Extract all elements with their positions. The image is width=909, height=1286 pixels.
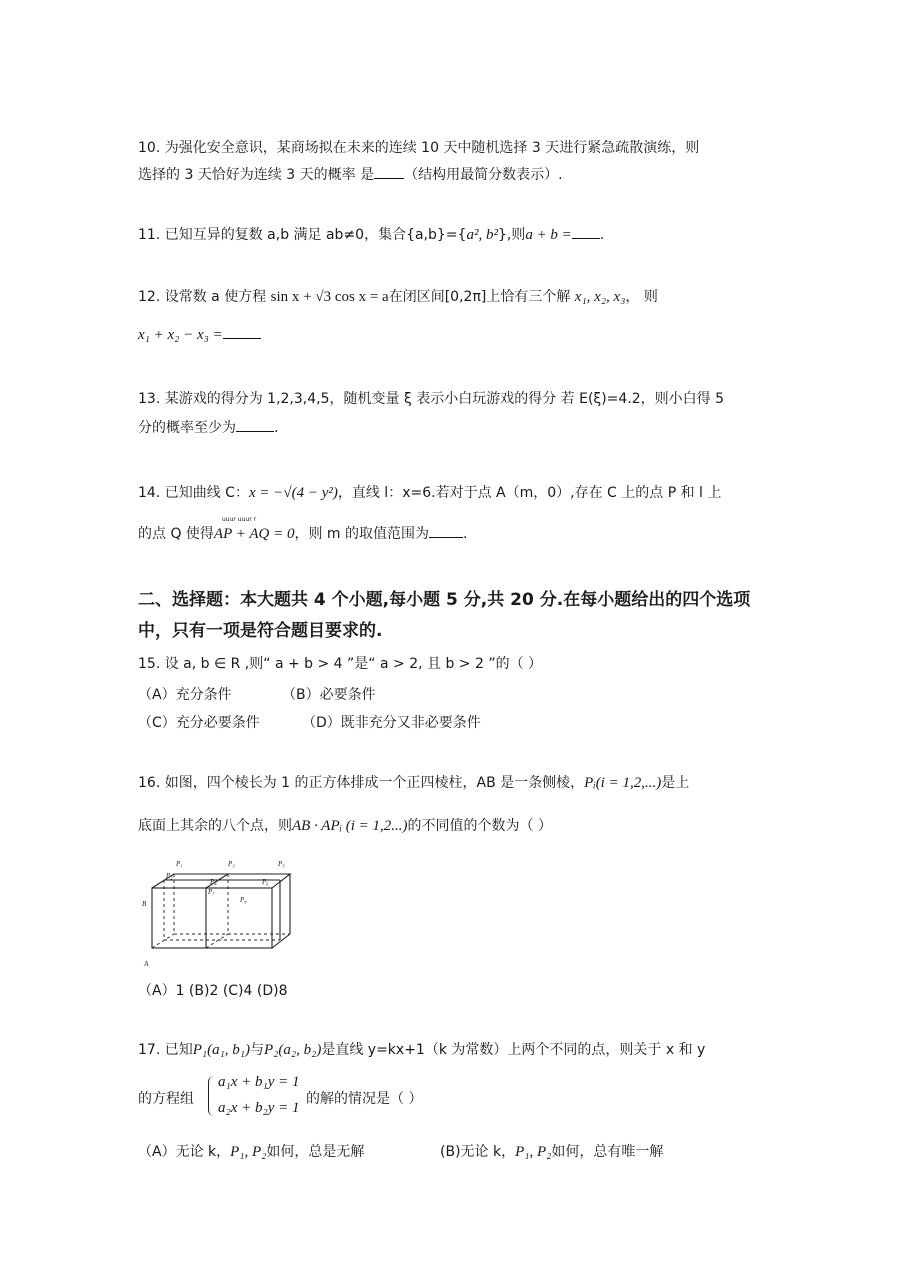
question-11: 11. 已知互异的复数 a,b 满足 ab≠0，集合{a,b}={a², b²},则a + b = . [138,227,605,243]
q10-text: 选择的 3 天恰好为连续 3 天的概率 是 [138,167,375,183]
equation-2: a₂x + b₂y = 1 [218,1100,300,1116]
hidden-edge [206,934,228,948]
q12-tail: ， 则 [625,289,658,305]
question-17-line-1 [138,1041,705,1059]
q12-equation: sin x + √3 cos x = a [270,289,389,305]
front-face [152,888,272,948]
q17-opt-b-points: P₁, P₂ [515,1144,552,1160]
q15-option-b: （B）必要条件 [282,687,376,703]
q17-mid: 与 [250,1042,265,1058]
vector-arrow-mark: uuur uuur r [222,516,257,523]
question-16-line-1 [138,774,689,792]
question-15-stem: 15. 设 a, b ∈ R ,则“ a + b > 4 ”是“ a > 2, 且 b > 2 ”的（ ） [138,656,543,672]
q11-mid: },则 [497,227,526,243]
fig-label: P₇ [208,888,215,896]
question-12-line-2 [138,326,261,344]
q14-vector-eq: AP + AQ = 0 [213,526,295,542]
q14-mid: ，直线 l：x=6.若对于点 A（m，0）,存在 C 上的点 P 和 l 上 [337,485,722,501]
section-heading-line-1: 二、选择题：本大题共 4 个小题,每小题 5 分,共 20 分.在每小题给出的四个选项 [138,590,751,610]
q14-line2-tail: ，则 m 的取值范围为 [294,526,429,542]
q17-line2-prefix: 的方程组 [138,1091,194,1107]
q10-tail: （结构用最简分数表示）. [404,167,563,183]
q17-line2-tail: 的解的情况是（ ） [306,1091,423,1107]
q12-mid: 在闭区间[0,2π]上恰有三个解 [388,289,571,305]
brace [208,1076,215,1116]
q17-opt-a-points: P₁, P₂ [230,1144,267,1160]
answer-blank [374,166,404,179]
q16-dot-expr: AB · APᵢ (i = 1,2...) [292,818,408,834]
q14-curve: x = −√(4 − y²) [248,485,338,501]
q16-line1-tail: 是上 [661,775,690,791]
question-16-line-2 [138,817,552,835]
right-bottom-edge [272,934,290,948]
q17-opt-a-tail: 如何，总是无解 [266,1144,365,1160]
q15-option-a: （A）充分条件 [138,687,232,703]
question-10-line-1: 10. 为强化安全意识，某商场拟在未来的连续 10 天中随机选择 3 天进行紧急疏散演练，则 [138,140,700,156]
fig-label: P₄ [210,878,217,886]
q17-option-a [138,1143,364,1161]
q17-opt-a-prefix: （A）无论 k， [138,1144,231,1160]
q17-opt-b-tail: 如何，总有唯一解 [551,1144,664,1160]
question-13-line-2: 分的概率至少为 . [138,420,279,436]
q17-option-b [440,1143,663,1161]
prism-figure [138,854,298,972]
q17-prefix: 17. 已知 [138,1042,193,1058]
q17-p1: P₁(a₁, b₁) [192,1042,251,1058]
question-14-line-1 [138,484,721,502]
q17-opt-b-prefix: (B)无论 k， [440,1144,516,1160]
q11-prefix: 11. 已知互异的复数 a,b 满足 ab≠0，集合{a,b}={ [138,227,467,243]
q17-line1-tail: 是直线 y=kx+1（k 为常数）上两个不同的点，则关于 x 和 y [321,1042,706,1058]
q16-options: （A）1 (B)2 (C)4 (D)8 [138,983,288,999]
q15-option-c: （C）充分必要条件 [138,715,260,731]
fig-label: B [142,900,147,908]
answer-blank [572,226,600,239]
q15-option-d: （D）既非充分又非必要条件 [302,715,481,731]
q14-prefix: 14. 已知曲线 C： [138,485,249,501]
answer-blank [429,525,463,538]
q11-expr: a + b = [525,227,572,243]
q16-line1-prefix: 16. 如图，四个棱长为 1 的正方体排成一个正四棱柱，AB 是一条侧棱， [138,775,585,791]
q12-roots: x₁, x₂, x₃ [574,289,626,305]
q17-p2: P₂(a₂, b₂) [264,1042,322,1058]
fig-label: A [144,960,149,968]
q12-prefix: 12. 设常数 a 使方程 [138,289,267,305]
question-14-line-2: 的点 Q 使得AP + AQ = 0，则 m 的取值范围为 . [138,526,468,542]
q16-line2-prefix: 底面上其余的八个点，则 [138,818,292,834]
fig-label: P₅ [278,860,285,868]
fig-label: P₁ [176,860,183,868]
fig-label: P₆ [262,878,269,886]
answer-blank [236,419,274,432]
fig-label: P₂ [166,872,173,880]
q12-expr: x₁ + x₂ − x₃ = [138,327,223,343]
question-12-line-1 [138,288,658,306]
equation-system [208,1072,308,1122]
q16-points: Pᵢ(i = 1,2,...) [584,775,662,791]
answer-blank [223,326,261,339]
q11-set-items: a², b² [466,227,498,243]
section-heading-line-2: 中，只有一项是符合题目要求的. [138,621,383,641]
fig-label: P₃ [228,860,235,868]
q16-line2-tail: 的不同值的个数为（ ） [407,818,552,834]
fig-label: P₈ [240,896,247,904]
question-17-line-2 [138,1090,194,1108]
equation-1: a₁x + b₁y = 1 [218,1074,300,1090]
question-10-line-2 [138,166,563,184]
hidden-edge [152,934,174,948]
q14-line2-prefix: 的点 Q 使得 [138,526,214,542]
question-13-line-1: 13. 某游戏的得分为 1,2,3,4,5，随机变量 ξ 表示小白玩游戏的得分 若 E(ξ)=4.2，则小白得 5 [138,391,725,407]
q13-text: 分的概率至少为 [138,420,236,436]
